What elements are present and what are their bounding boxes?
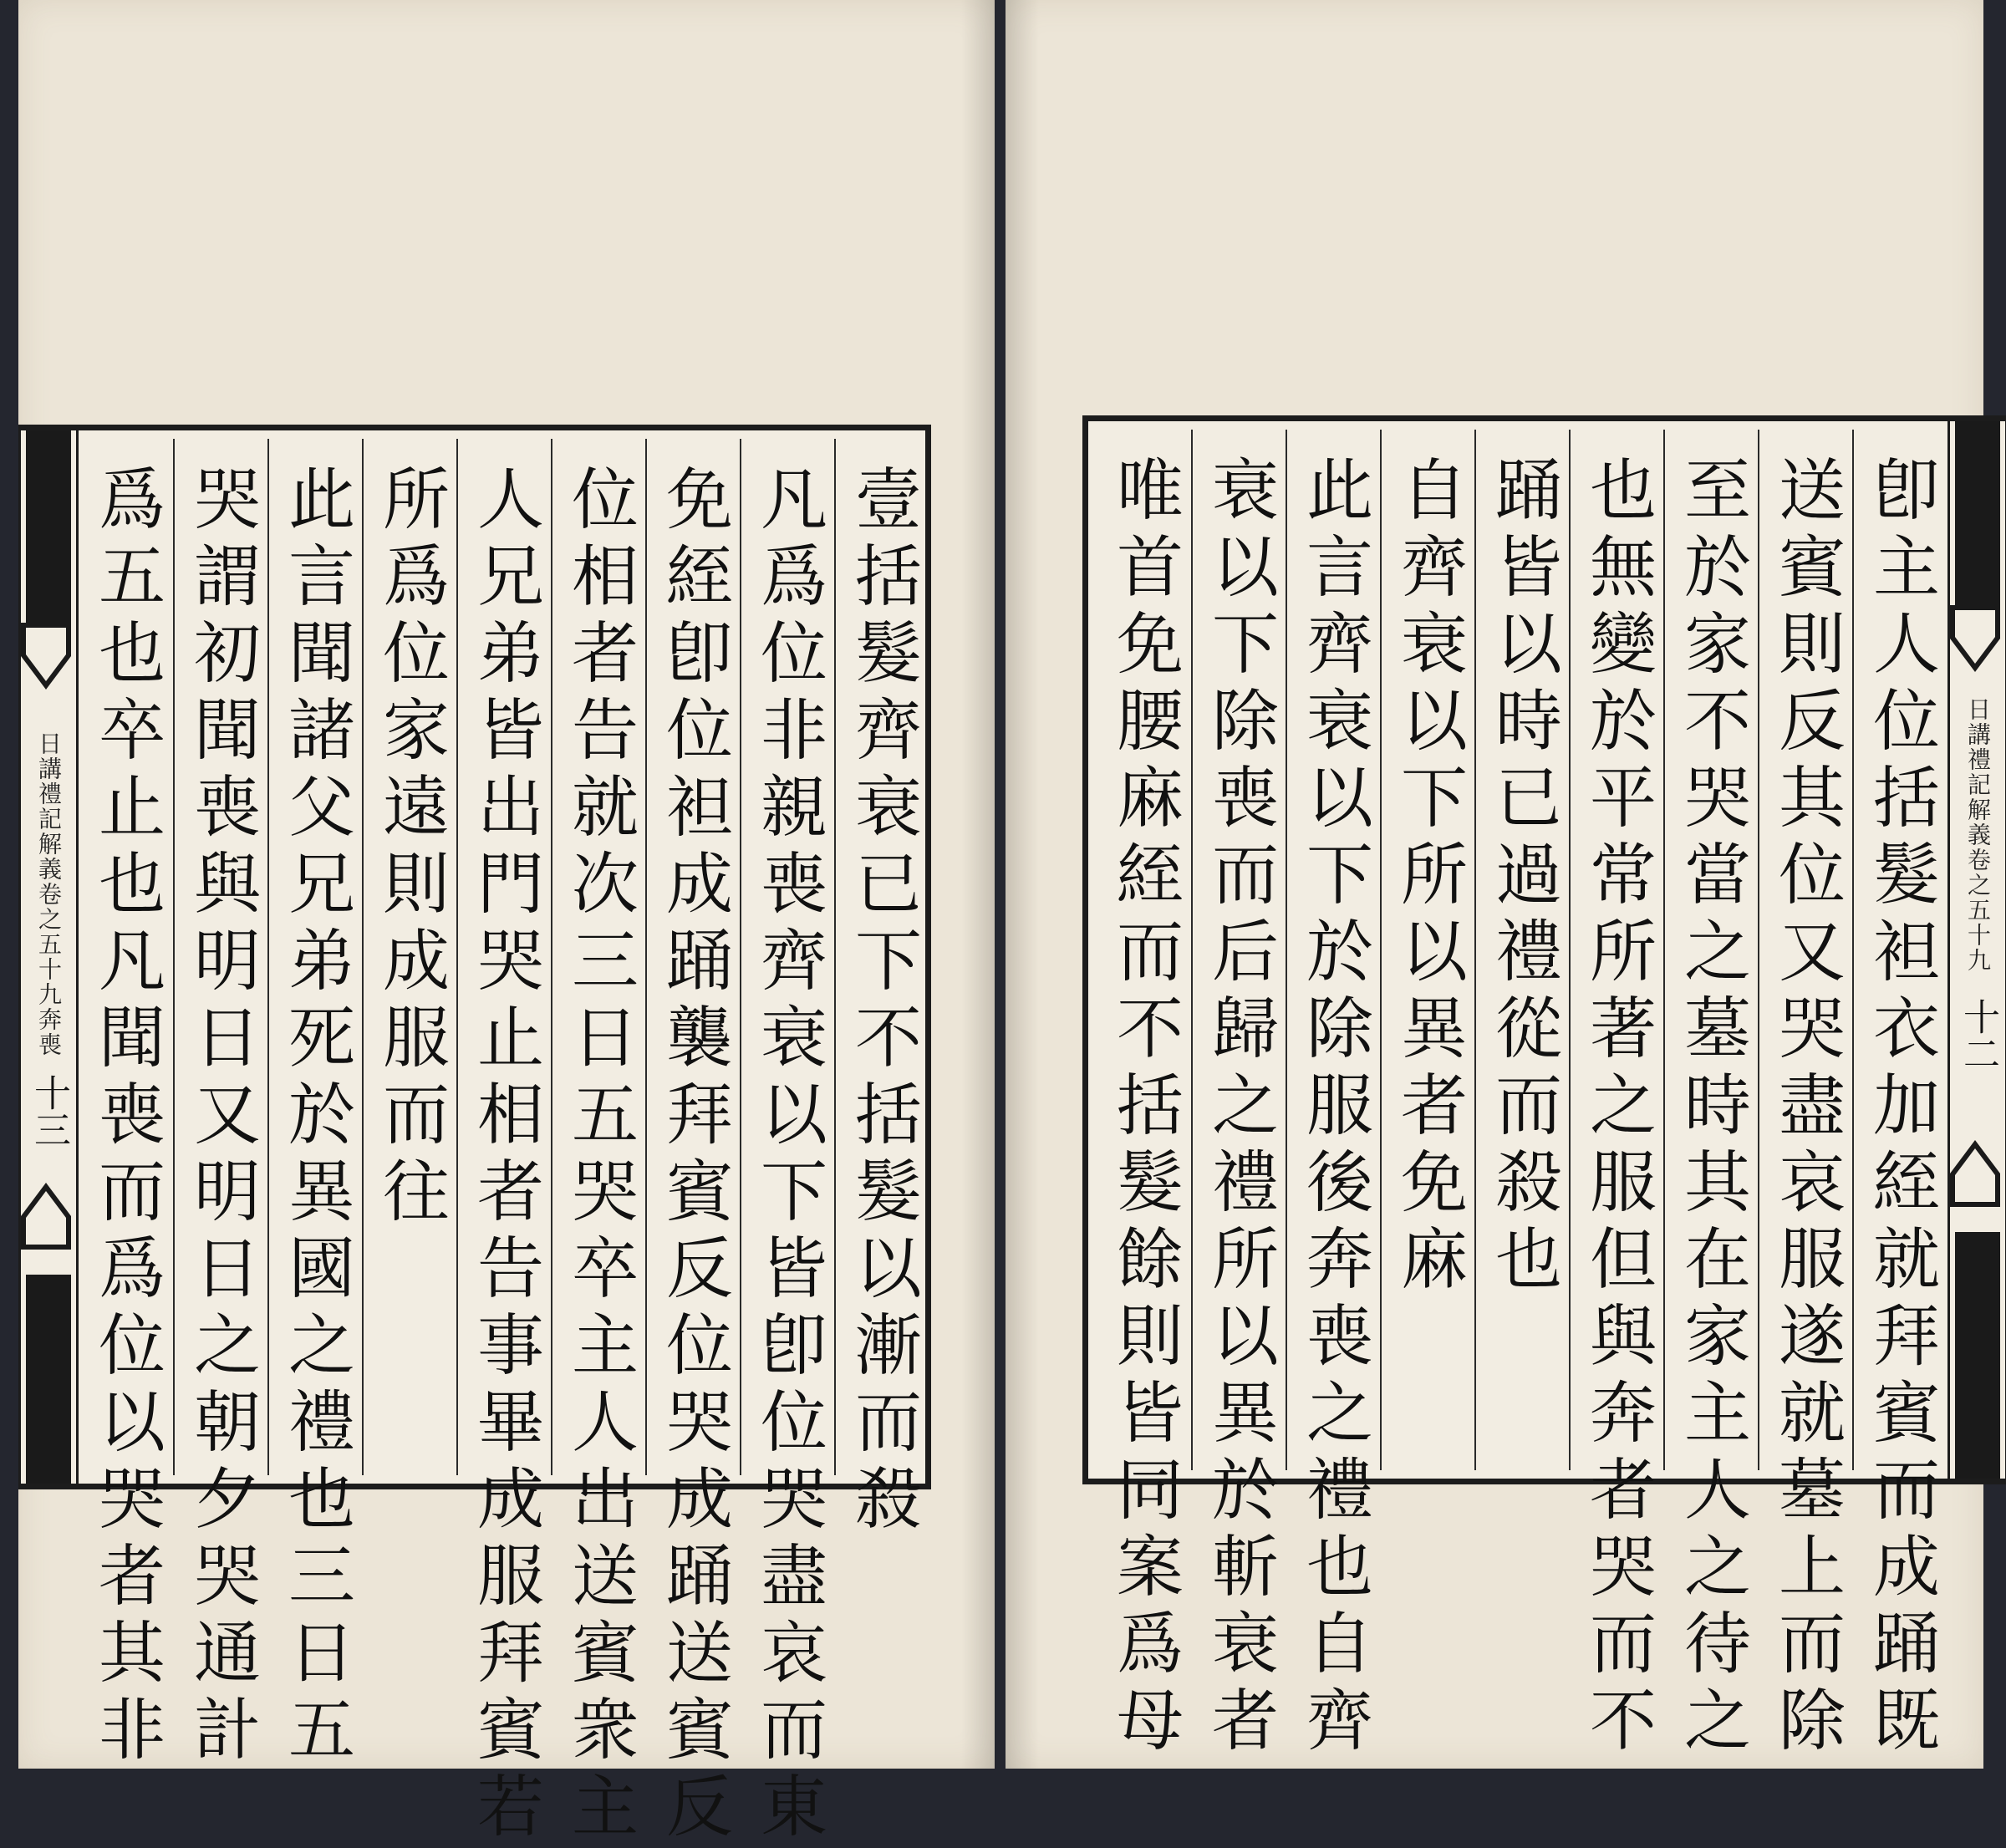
text-column <box>1663 430 1758 1762</box>
banxin-title: 日講禮記解義卷之五十九 <box>1964 697 1992 973</box>
black-mouth-top <box>26 430 71 623</box>
column-text: 免絰卽位袒成踊襲拜賓反位哭成踊送賓反 <box>654 464 733 1848</box>
column-text: 踊皆以時已過禮從而殺也 <box>1484 455 1562 1301</box>
text-column <box>173 439 267 1771</box>
text-column <box>834 439 929 1540</box>
column-text: 自齊衰以下所以異者免麻 <box>1389 455 1468 1301</box>
text-column <box>1286 430 1380 1762</box>
banxin-title: 日講禮記解義卷之五十九奔喪 <box>35 731 63 1057</box>
text-column <box>1852 430 1947 1762</box>
column-text: 壹括髮齊衰已下不括髮以漸而殺 <box>843 464 922 1540</box>
column-text: 人兄弟皆出門哭止相者告事畢成服拜賓若 <box>466 464 544 1848</box>
column-text: 卽主人位括髮袒衣加絰就拜賓而成踊既 <box>1861 455 1940 1762</box>
column-text: 所爲位家遠則成服而往 <box>371 464 450 1233</box>
column-text: 至於家不哭當之墓時其在家主人之待之 <box>1673 455 1751 1762</box>
black-mouth-bottom <box>1955 1232 2000 1479</box>
text-column <box>267 439 362 1771</box>
column-text: 也無變於平常所著之服但與奔者哭而不 <box>1578 455 1657 1762</box>
text-column <box>1474 430 1569 1470</box>
column-text: 哭謂初聞喪與明日又明日之朝夕哭通計 <box>182 464 261 1771</box>
right-columns <box>1097 430 1947 1762</box>
right-text-frame <box>1082 415 2006 1762</box>
text-column <box>456 439 551 1848</box>
text-column <box>645 439 740 1848</box>
text-column <box>362 439 456 1475</box>
fish-tail-bottom-icon <box>1950 1107 2000 1207</box>
column-text: 凡爲位非親喪齊衰以下皆卽位哭盡哀而東 <box>749 464 827 1848</box>
fish-tail-top-icon <box>1950 605 2000 705</box>
gutter-shadow <box>961 0 995 1769</box>
text-column <box>1380 430 1474 1470</box>
column-text: 衰以下除喪而后歸之禮所以異於斬衰者 <box>1200 455 1279 1762</box>
column-text: 唯首免腰麻絰而不括髮餘則皆同案爲母 <box>1105 455 1184 1762</box>
text-column <box>79 439 173 1771</box>
column-text: 送賓則反其位又哭盡哀服遂就墓上而除 <box>1767 455 1846 1762</box>
text-column <box>740 439 834 1848</box>
black-mouth-top <box>1955 421 2000 605</box>
left-banxin <box>18 430 79 1484</box>
fish-tail-bottom-icon <box>21 1149 71 1250</box>
page-number: 十三 <box>28 1074 70 1148</box>
right-banxin <box>1947 421 2006 1479</box>
text-column <box>551 439 645 1848</box>
left-text-frame <box>18 425 931 1848</box>
left-page <box>18 0 995 1848</box>
gutter-shadow <box>1006 0 1039 1769</box>
text-column <box>1569 430 1663 1762</box>
column-text: 位相者告就次三日五哭卒主人出送賓衆主 <box>560 464 639 1848</box>
text-column <box>1097 430 1191 1762</box>
left-columns <box>79 439 922 1848</box>
fish-tail-top-icon <box>21 623 71 723</box>
right-page <box>1006 0 1999 1769</box>
text-column <box>1758 430 1852 1762</box>
column-text: 此言聞諸父兄弟死於異國之禮也三日五 <box>277 464 355 1771</box>
column-text: 爲五也卒止也凡聞喪而爲位以哭者其非 <box>87 464 165 1771</box>
black-mouth-bottom <box>26 1275 71 1484</box>
page-number: 十二 <box>1957 998 1999 1072</box>
column-text: 此言齊衰以下於除服後奔喪之禮也自齊 <box>1295 455 1373 1762</box>
text-column <box>1191 430 1286 1762</box>
